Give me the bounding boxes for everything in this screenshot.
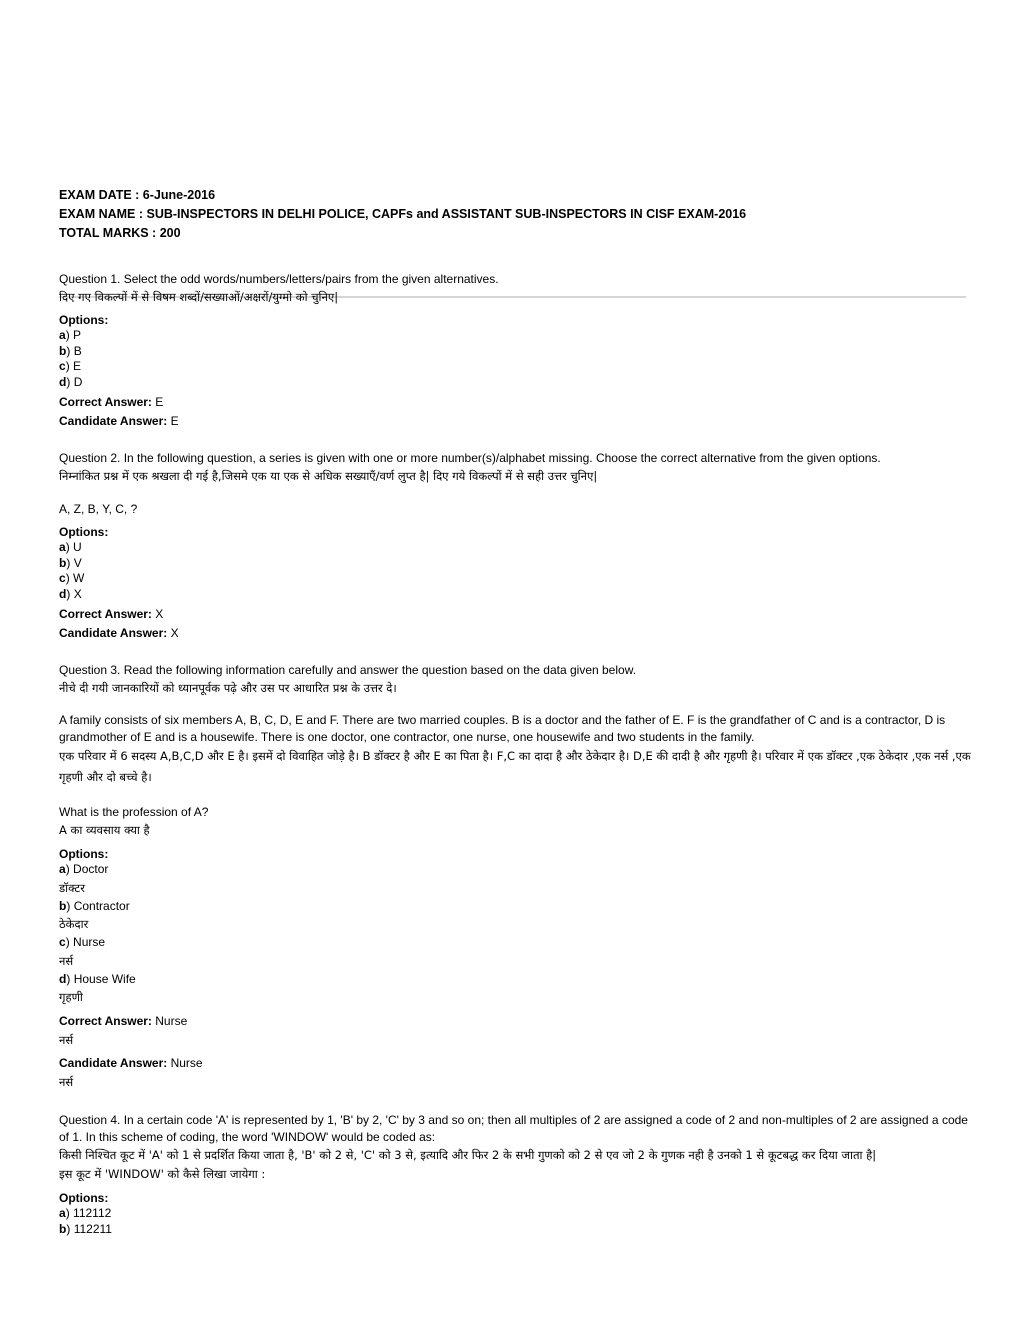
candidate-answer bbox=[59, 624, 971, 643]
question-1 bbox=[59, 271, 971, 431]
ask-hi: A का व्यवसाय क्या है bbox=[59, 823, 150, 837]
option-text: P bbox=[73, 328, 82, 342]
option-b: b) Contractor bbox=[59, 898, 130, 913]
option-key: c bbox=[59, 359, 66, 373]
candidate-answer-label: Candidate Answer: bbox=[59, 1056, 168, 1070]
option-text: Nurse bbox=[73, 935, 106, 949]
option-d: d) D bbox=[59, 374, 83, 389]
correct-answer bbox=[59, 605, 971, 624]
option-key: b bbox=[59, 898, 67, 913]
option-c-hi: नर्स bbox=[59, 953, 74, 968]
candidate-answer bbox=[59, 412, 971, 431]
options-label: Options: bbox=[59, 525, 109, 539]
option-text: E bbox=[73, 359, 82, 373]
option-b-hi: ठेकेदार bbox=[59, 917, 89, 931]
exam-date: EXAM DATE : 6-June-2016 bbox=[59, 188, 216, 202]
option-key: a bbox=[59, 1206, 66, 1220]
total-marks: TOTAL MARKS : 200 bbox=[59, 226, 181, 240]
correct-answer-value: E bbox=[155, 395, 164, 409]
option-text: House Wife bbox=[73, 971, 136, 986]
question-4 bbox=[59, 1112, 971, 1237]
option-b: b) B bbox=[59, 343, 82, 358]
question-2 bbox=[59, 450, 971, 643]
option-text: Doctor bbox=[73, 862, 109, 876]
candidate-answer-value: X bbox=[170, 626, 179, 640]
exam-name: EXAM NAME : SUB-INSPECTORS IN DELHI POLICE, CAPFs and ASSISTANT SUB-INSPECTORS IN CISF EXAM-2016 bbox=[59, 207, 747, 221]
correct-answer-hi: नर्स bbox=[59, 1033, 74, 1047]
option-key: d bbox=[59, 374, 67, 389]
option-text: U bbox=[73, 540, 82, 554]
option-key: d bbox=[59, 971, 67, 986]
correct-answer-value: X bbox=[155, 607, 164, 621]
question-text-hi: नीचे दी गयी जानकारियों को ध्यानपूर्वक पढ़े और उस पर आधारित प्रश्न के उत्तर दे। bbox=[59, 681, 397, 695]
ask-en: What is the profession of A? bbox=[59, 805, 209, 819]
correct-answer-label: Correct Answer: bbox=[59, 395, 152, 409]
option-key: d bbox=[59, 586, 67, 601]
option-a: a) 112112 bbox=[59, 1206, 112, 1220]
option-key: b bbox=[59, 343, 67, 358]
spacer bbox=[59, 697, 971, 712]
candidate-answer-hi: नर्स bbox=[59, 1075, 74, 1089]
option-a-hi: डॉक्टर bbox=[59, 880, 85, 895]
option-text: V bbox=[73, 555, 82, 570]
correct-answer bbox=[59, 393, 971, 412]
option-d-hi: गृहणी bbox=[59, 990, 83, 1004]
candidate-answer-value: E bbox=[170, 414, 179, 428]
correct-answer-label: Correct Answer: bbox=[59, 607, 152, 621]
question-3 bbox=[59, 662, 971, 1092]
exam-document bbox=[59, 186, 971, 1237]
option-key: c bbox=[59, 571, 66, 585]
option-key: a bbox=[59, 862, 66, 876]
passage-hi: एक परिवार में 6 सदस्य A,B,C,D और E है। इसमें दो विवाहित जोड़े है। B डॉक्टर है और E का पिता है। F,C का दादा है और ठेकेदार है। D,E की दादी है और गृहणी है। परिवार में एक डॉक्टर ,एक ठेकेदार ,एक नर्स ,एक गृहणी और दो बच्चे है। bbox=[59, 749, 971, 784]
candidate-answer-label: Candidate Answer: bbox=[59, 414, 168, 428]
options-label: Options: bbox=[59, 1191, 109, 1205]
options-label: Options: bbox=[59, 847, 109, 861]
passage-en: A family consists of six members A, B, C, D, E and F. There are two married couples. B is a doctor and the father of E. F is the grandfather of C and is a contractor, D is grandmother of E and is a housewife. There is one doctor, one contractor, one nurse, one housewife and two students in the family. bbox=[59, 713, 946, 744]
correct-answer bbox=[59, 1012, 971, 1031]
option-text: D bbox=[73, 374, 83, 389]
option-text: W bbox=[73, 571, 85, 585]
spacer bbox=[59, 788, 971, 804]
question-text-hi: निम्नांकित प्रश्न में एक श्रखला दी गई है,जिसमे एक या एक से अधिक सख्याएँ/वर्ण लुप्त है| दिए गये विकल्पों में से सही उत्तर चुनिए| bbox=[59, 469, 598, 483]
spacer bbox=[59, 485, 971, 501]
option-a: a) Doctor bbox=[59, 862, 109, 876]
option-text: 112112 bbox=[73, 1206, 112, 1220]
candidate-answer bbox=[59, 1054, 971, 1073]
option-a: a) P bbox=[59, 328, 82, 342]
candidate-answer-value: Nurse bbox=[170, 1056, 203, 1070]
option-text: X bbox=[73, 586, 82, 601]
question-text-en: Question 4. In a certain code 'A' is represented by 1, 'B' by 2, 'C' by 3 and so on; then all multiples of 2 are assigned a code of 2 and non-multiples of 2 are assigned a code of 1. In this scheme of coding, the word 'WINDOW' would be coded as: bbox=[59, 1113, 968, 1144]
option-key: a bbox=[59, 540, 66, 554]
option-b: b) V bbox=[59, 555, 82, 570]
correct-answer-value: Nurse bbox=[155, 1014, 188, 1028]
question-text-en: Question 3. Read the following information carefully and answer the question based on the data given below. bbox=[59, 663, 637, 677]
options-label: Options: bbox=[59, 313, 109, 327]
option-key: c bbox=[59, 935, 66, 949]
option-text: B bbox=[73, 343, 82, 358]
series-text: A, Z, B, Y, C, ? bbox=[59, 502, 138, 516]
option-d: d) House Wife bbox=[59, 971, 136, 986]
option-text: 112211 bbox=[73, 1221, 112, 1236]
question-text-en: Question 1. Select the odd words/numbers/letters/pairs from the given alternatives. bbox=[59, 272, 499, 286]
option-c: c) E bbox=[59, 359, 82, 373]
question-text-hi: किसी निश्चित कूट में 'A' को 1 से प्रदर्शित किया जाता है, 'B' को 2 से, 'C' को 3 से, इत्यादि और फिर 2 के सभी गुणको को 2 से एव जो 2 के गुणक नही है उनको 1 से कूटबद्ध कर दिया जाता है| bbox=[59, 1148, 877, 1162]
option-c: c) W bbox=[59, 571, 85, 585]
option-key: b bbox=[59, 555, 67, 570]
option-a: a) U bbox=[59, 540, 82, 554]
option-b: b) 112211 bbox=[59, 1221, 112, 1236]
option-c: c) Nurse bbox=[59, 935, 106, 949]
option-d: d) X bbox=[59, 586, 82, 601]
candidate-answer-label: Candidate Answer: bbox=[59, 626, 168, 640]
option-text: Contractor bbox=[73, 898, 130, 913]
option-key: a bbox=[59, 328, 66, 342]
question-text-en: Question 2. In the following question, a series is given with one or more number(s)/alphabet missing. Choose the correct alternative from the given options. bbox=[59, 451, 881, 465]
option-key: b bbox=[59, 1221, 67, 1236]
question-text-hi-2: इस कूट में 'WINDOW' को कैसे लिखा जायेगा : bbox=[59, 1167, 266, 1181]
correct-answer-label: Correct Answer: bbox=[59, 1014, 152, 1028]
question-text-hi: दिए गए विकल्पों में से विषम शब्दों/सख्याओं/अक्षरों/युग्मो को चुनिए| bbox=[59, 290, 339, 304]
